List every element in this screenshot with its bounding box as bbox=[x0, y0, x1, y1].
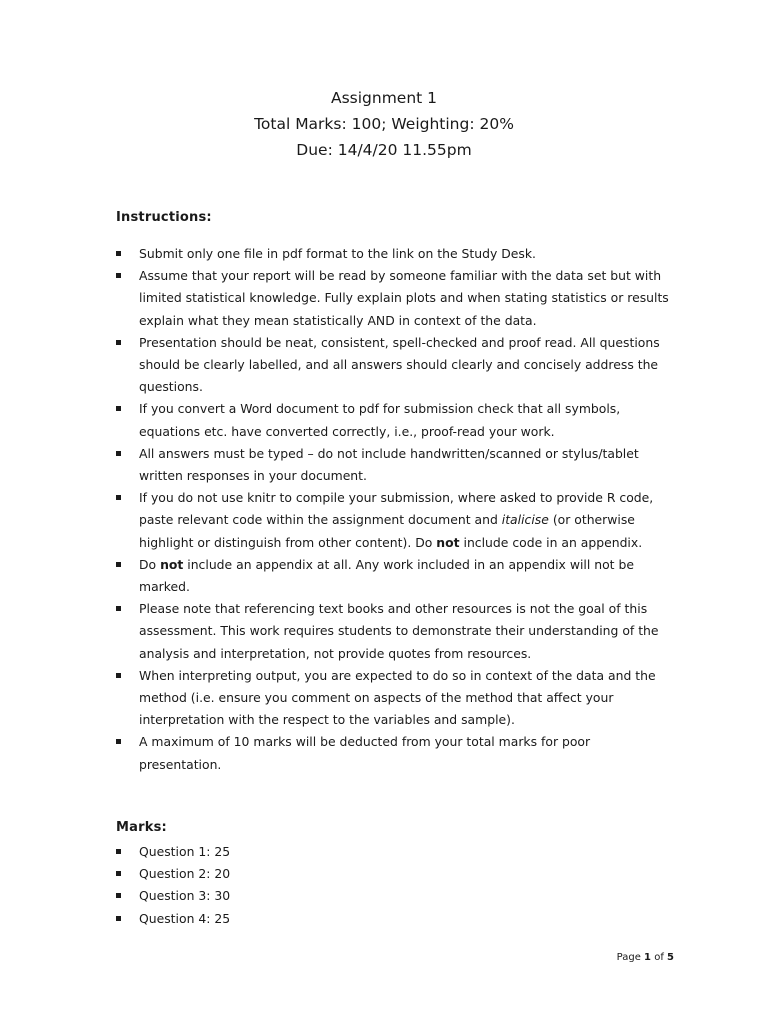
of-word: of bbox=[654, 952, 664, 963]
instruction-item: Presentation should be neat, consistent, spell-checked and proof read. All questions should be clearly labelled, and all answers should clearly and concisely address the questions. bbox=[116, 332, 676, 399]
assignment-title: Assignment 1 bbox=[330, 89, 438, 107]
square-bullet-icon bbox=[116, 871, 121, 876]
square-bullet-icon bbox=[116, 340, 121, 345]
title-block bbox=[0, 85, 768, 163]
square-bullet-icon bbox=[116, 562, 121, 567]
page-word: Page bbox=[616, 952, 641, 963]
square-bullet-icon bbox=[116, 739, 121, 744]
instructions-list bbox=[116, 243, 676, 776]
marks-item: Question 3: 30 bbox=[116, 885, 676, 907]
instruction-item: When interpreting output, you are expected to do so in context of the data and the method (i.e. ensure you comment on aspects of the method that affect your interpretation with the respect to the variables and sample). bbox=[116, 665, 676, 732]
marks-list bbox=[116, 841, 676, 930]
instruction-item: If you do not use knitr to compile your submission, where asked to provide R code, paste relevant code within the assignment document and italicise (or otherwise highlight or distinguish from other content). Do not include code in an appendix. bbox=[116, 487, 676, 554]
instruction-item: Assume that your report will be read by someone familiar with the data set but with limited statistical knowledge. Fully explain plots and when stating statistics or results explain what they mean statistically AND in context of the data. bbox=[116, 265, 676, 332]
square-bullet-icon bbox=[116, 606, 121, 611]
page-footer bbox=[617, 952, 674, 963]
square-bullet-icon bbox=[116, 251, 121, 256]
instruction-item: Do not include an appendix at all. Any work included in an appendix will not be marked. bbox=[116, 554, 676, 598]
marks-item: Question 2: 20 bbox=[116, 863, 676, 885]
square-bullet-icon bbox=[116, 673, 121, 678]
square-bullet-icon bbox=[116, 406, 121, 411]
instructions-heading: Instructions: bbox=[116, 210, 212, 225]
bold-emphasis: not bbox=[160, 556, 184, 572]
instruction-item: Submit only one file in pdf format to the link on the Study Desk. bbox=[116, 243, 676, 265]
total-marks-line: Total Marks: 100; Weighting: 20% bbox=[254, 115, 514, 133]
instruction-item: If you convert a Word document to pdf for submission check that all symbols, equations etc. have converted correctly, i.e., proof-read your work. bbox=[116, 398, 676, 442]
square-bullet-icon bbox=[116, 451, 121, 456]
marks-item: Question 4: 25 bbox=[116, 908, 676, 930]
marks-heading: Marks: bbox=[116, 820, 167, 835]
due-date-line: Due: 14/4/20 11.55pm bbox=[296, 141, 472, 159]
instruction-item: All answers must be typed – do not include handwritten/scanned or stylus/tablet written responses in your document. bbox=[116, 443, 676, 487]
italic-emphasis: italicise bbox=[501, 512, 549, 528]
instruction-item: A maximum of 10 marks will be deducted from your total marks for poor presentation. bbox=[116, 731, 676, 775]
square-bullet-icon bbox=[116, 273, 121, 278]
total-pages-number: 5 bbox=[667, 952, 674, 963]
instruction-item: Please note that referencing text books and other resources is not the goal of this assessment. This work requires students to demonstrate their understanding of the analysis and interpretation, not provide quotes from resources. bbox=[116, 598, 676, 665]
square-bullet-icon bbox=[116, 495, 121, 500]
square-bullet-icon bbox=[116, 916, 121, 921]
current-page-number: 1 bbox=[644, 952, 652, 963]
square-bullet-icon bbox=[116, 849, 121, 854]
marks-item: Question 1: 25 bbox=[116, 841, 676, 863]
bold-emphasis: not bbox=[436, 534, 460, 550]
square-bullet-icon bbox=[116, 893, 121, 898]
